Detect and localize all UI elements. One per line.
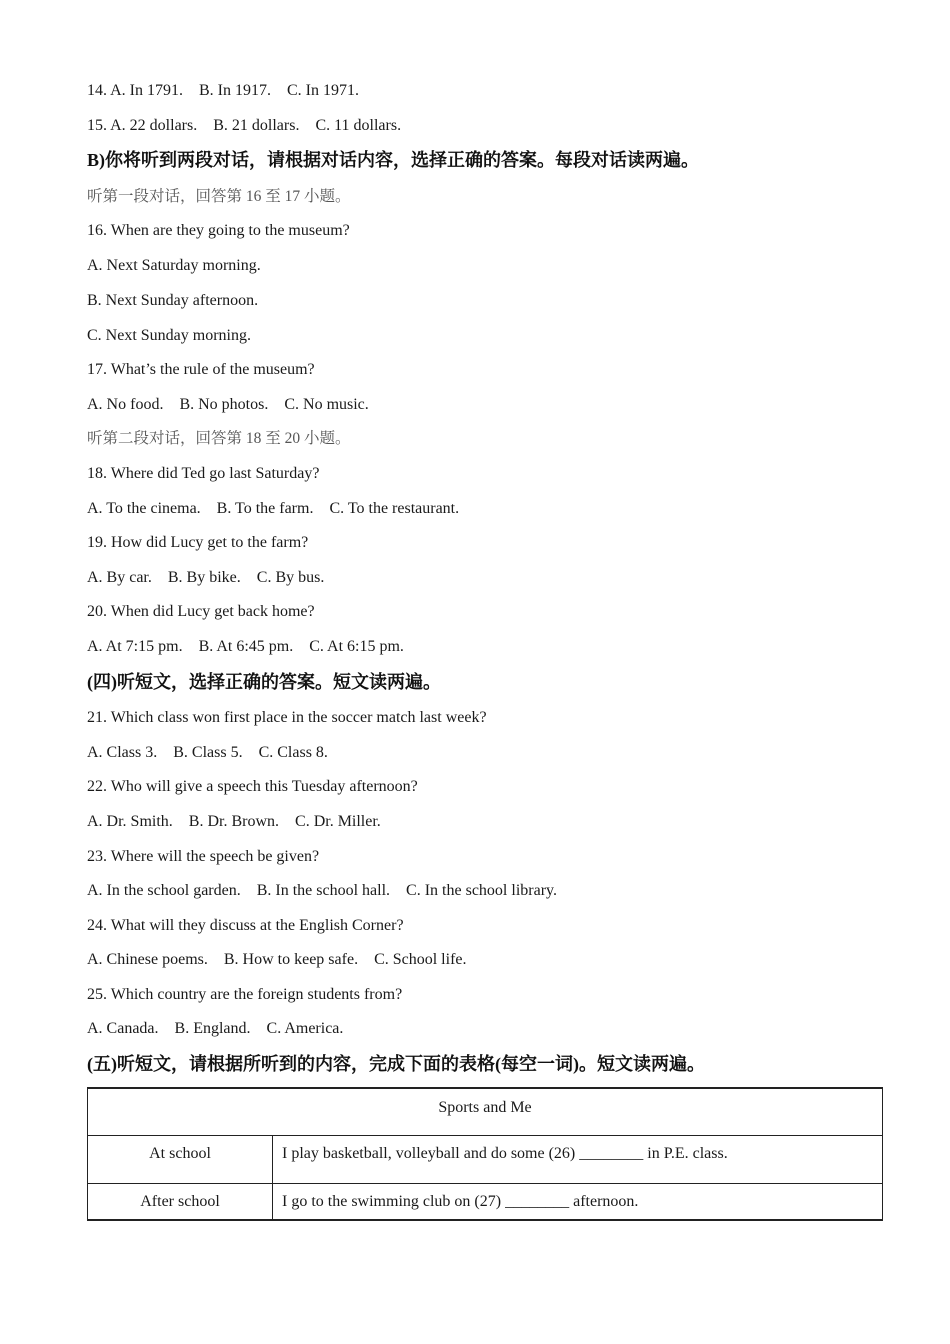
- answer-option: A. Next Saturday morning.: [87, 257, 261, 274]
- answer-options: A. No food. B. No photos. C. No music.: [87, 396, 369, 413]
- table-row: [88, 1135, 883, 1183]
- question-text: 16. When are they going to the museum?: [87, 222, 350, 239]
- answer-options: A. Canada. B. England. C. America.: [87, 1020, 344, 1037]
- section-heading: (五)听短文，请根据所听到的内容，完成下面的表格(每空一词)。短文读两遍。: [87, 1054, 705, 1074]
- answer-options: A. Dr. Smith. B. Dr. Brown. C. Dr. Miller.: [87, 813, 381, 830]
- instruction-text: 听第一段对话，回答第 16 至 17 小题。: [87, 188, 351, 205]
- answer-options: A. Class 3. B. Class 5. C. Class 8.: [87, 744, 328, 761]
- row-content: I play basketball, volleyball and do some (26) ________ in P.E. class.: [273, 1135, 883, 1183]
- question-text: 19. How did Lucy get to the farm?: [87, 534, 309, 551]
- instruction-text: 听第二段对话，回答第 18 至 20 小题。: [87, 430, 351, 447]
- table-title: Sports and Me: [88, 1088, 883, 1135]
- question-text: 14. A. In 1791. B. In 1917. C. In 1971.: [87, 82, 359, 99]
- answer-options: A. Chinese poems. B. How to keep safe. C. School life.: [87, 951, 467, 968]
- question-text: 21. Which class won first place in the soccer match last week?: [87, 709, 487, 726]
- section-heading: (四)听短文，选择正确的答案。短文读两遍。: [87, 672, 441, 692]
- table-row: [88, 1183, 883, 1220]
- sports-table: [87, 1087, 883, 1221]
- section-heading: B)你将听到两段对话，请根据对话内容，选择正确的答案。每段对话读两遍。: [87, 150, 699, 170]
- question-text: 25. Which country are the foreign students from?: [87, 986, 403, 1003]
- question-text: 22. Who will give a speech this Tuesday afternoon?: [87, 778, 418, 795]
- answer-option: B. Next Sunday afternoon.: [87, 292, 259, 309]
- question-text: 20. When did Lucy get back home?: [87, 603, 315, 620]
- row-label: After school: [88, 1183, 273, 1220]
- answer-options: A. To the cinema. B. To the farm. C. To the restaurant.: [87, 500, 460, 517]
- question-text: 23. Where will the speech be given?: [87, 848, 320, 865]
- row-label: At school: [88, 1135, 273, 1183]
- row-content: I go to the swimming club on (27) ________ afternoon.: [273, 1183, 883, 1220]
- question-text: 24. What will they discuss at the English Corner?: [87, 917, 404, 934]
- question-text: 15. A. 22 dollars. B. 21 dollars. C. 11 dollars.: [87, 117, 402, 134]
- question-text: 18. Where did Ted go last Saturday?: [87, 465, 320, 482]
- answer-option: C. Next Sunday morning.: [87, 327, 251, 344]
- answer-options: A. In the school garden. B. In the school hall. C. In the school library.: [87, 882, 557, 899]
- answer-options: A. By car. B. By bike. C. By bus.: [87, 569, 325, 586]
- answer-options: A. At 7:15 pm. B. At 6:45 pm. C. At 6:15 pm.: [87, 638, 404, 655]
- question-text: 17. What’s the rule of the museum?: [87, 361, 315, 378]
